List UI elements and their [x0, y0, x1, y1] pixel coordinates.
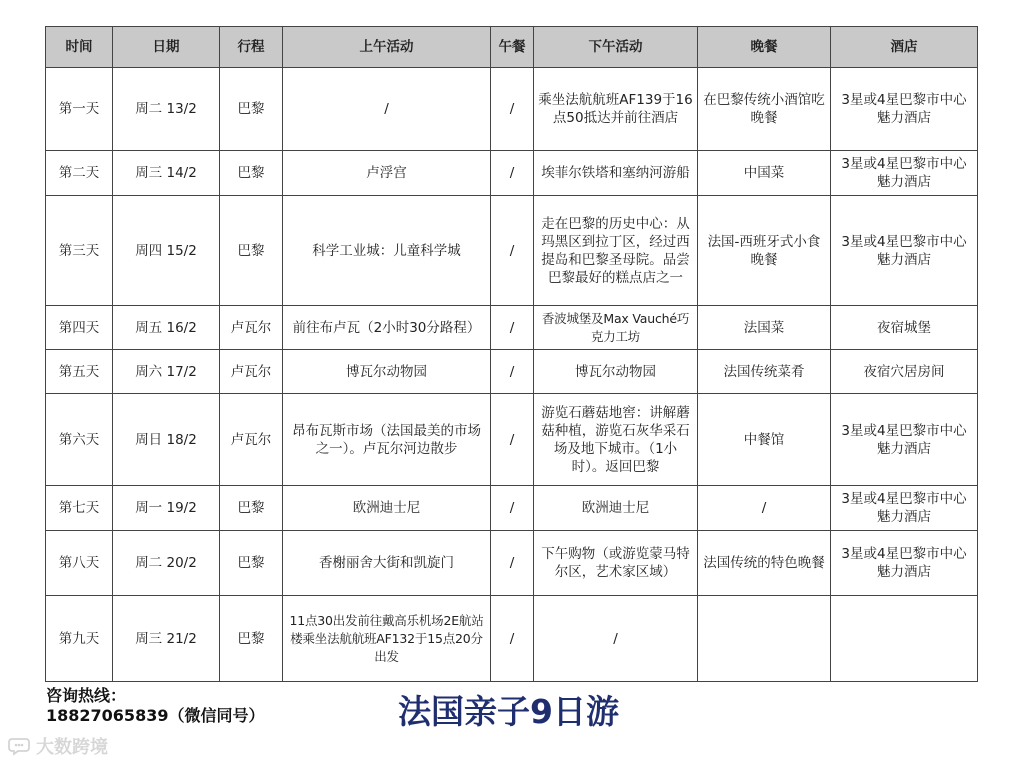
contact-info — [46, 686, 264, 726]
itinerary-table — [45, 26, 978, 682]
cell-date: 周四 15/2 — [113, 196, 220, 306]
cell-hotel: 3星或4星巴黎市中心魅力酒店 — [831, 486, 978, 531]
cell-day: 第七天 — [46, 486, 113, 531]
table-row — [46, 306, 978, 350]
header-time: 时间 — [46, 27, 113, 68]
cell-dinner: 法国-西班牙式小食晚餐 — [698, 196, 831, 306]
cell-day: 第九天 — [46, 596, 113, 682]
cell-lunch: / — [491, 196, 534, 306]
cell-date: 周二 20/2 — [113, 531, 220, 596]
table-row — [46, 596, 978, 682]
cell-hotel: 夜宿城堡 — [831, 306, 978, 350]
cell-lunch: / — [491, 151, 534, 196]
contact-number: 18827065839（微信同号） — [46, 706, 265, 725]
watermark-text: 大数跨境 — [36, 737, 108, 758]
cell-hotel — [831, 596, 978, 682]
cell-lunch: / — [491, 350, 534, 394]
cell-date: 周一 19/2 — [113, 486, 220, 531]
cell-route: 卢瓦尔 — [220, 350, 283, 394]
cell-hotel: 3星或4星巴黎市中心魅力酒店 — [831, 531, 978, 596]
cell-morning: 香榭丽舍大街和凯旋门 — [283, 531, 491, 596]
cell-morning: 昂布瓦斯市场（法国最美的市场之一）。卢瓦尔河边散步 — [283, 394, 491, 486]
cell-afternoon: 香波城堡及Max Vauché巧克力工坊 — [534, 306, 698, 350]
cell-hotel: 3星或4星巴黎市中心魅力酒店 — [831, 151, 978, 196]
cell-lunch: / — [491, 531, 534, 596]
cell-afternoon: 欧洲迪士尼 — [534, 486, 698, 531]
chat-bubble-logo-icon — [8, 736, 32, 756]
cell-day: 第三天 — [46, 196, 113, 306]
header-lunch: 午餐 — [491, 27, 534, 68]
cell-lunch: / — [491, 596, 534, 682]
header-dinner: 晚餐 — [698, 27, 831, 68]
cell-date: 周日 18/2 — [113, 394, 220, 486]
cell-morning: 博瓦尔动物园 — [283, 350, 491, 394]
cell-afternoon: 走在巴黎的历史中心：从玛黑区到拉丁区，经过西提岛和巴黎圣母院。品尝巴黎最好的糕点店之一 — [534, 196, 698, 306]
cell-day: 第二天 — [46, 151, 113, 196]
table-header-row — [46, 27, 978, 68]
cell-dinner: 中餐馆 — [698, 394, 831, 486]
cell-dinner: 法国传统的特色晚餐 — [698, 531, 831, 596]
table-row — [46, 531, 978, 596]
table-row — [46, 196, 978, 306]
cell-route: 巴黎 — [220, 531, 283, 596]
cell-hotel: 夜宿穴居房间 — [831, 350, 978, 394]
cell-morning: 卢浮宫 — [283, 151, 491, 196]
cell-day: 第六天 — [46, 394, 113, 486]
cell-date: 周三 14/2 — [113, 151, 220, 196]
cell-route: 巴黎 — [220, 151, 283, 196]
cell-morning: / — [283, 68, 491, 151]
cell-date: 周六 17/2 — [113, 350, 220, 394]
cell-lunch: / — [491, 394, 534, 486]
cell-morning: 欧洲迪士尼 — [283, 486, 491, 531]
cell-date: 周五 16/2 — [113, 306, 220, 350]
header-date: 日期 — [113, 27, 220, 68]
cell-morning: 科学工业城：儿童科学城 — [283, 196, 491, 306]
cell-day: 第八天 — [46, 531, 113, 596]
cell-lunch: / — [491, 486, 534, 531]
cell-route: 巴黎 — [220, 68, 283, 151]
cell-afternoon: 乘坐法航航班AF139于16点50抵达并前往酒店 — [534, 68, 698, 151]
table-row — [46, 151, 978, 196]
header-afternoon: 下午活动 — [534, 27, 698, 68]
cell-route: 卢瓦尔 — [220, 306, 283, 350]
table-row — [46, 394, 978, 486]
cell-dinner: / — [698, 486, 831, 531]
cell-route: 卢瓦尔 — [220, 394, 283, 486]
table-row — [46, 350, 978, 394]
cell-dinner: 法国传统菜肴 — [698, 350, 831, 394]
cell-day: 第一天 — [46, 68, 113, 151]
cell-route: 巴黎 — [220, 196, 283, 306]
cell-day: 第五天 — [46, 350, 113, 394]
cell-date: 周二 13/2 — [113, 68, 220, 151]
cell-date: 周三 21/2 — [113, 596, 220, 682]
cell-day: 第四天 — [46, 306, 113, 350]
cell-dinner: 在巴黎传统小酒馆吃晚餐 — [698, 68, 831, 151]
header-morning: 上午活动 — [283, 27, 491, 68]
watermark — [8, 733, 108, 759]
table-row — [46, 486, 978, 531]
header-hotel: 酒店 — [831, 27, 978, 68]
cell-lunch: / — [491, 68, 534, 151]
contact-label: 咨询热线： — [46, 686, 127, 705]
header-route: 行程 — [220, 27, 283, 68]
tour-title: 法国亲子9日游 — [398, 692, 619, 731]
cell-afternoon: 埃菲尔铁塔和塞纳河游船 — [534, 151, 698, 196]
cell-hotel: 3星或4星巴黎市中心魅力酒店 — [831, 196, 978, 306]
cell-hotel: 3星或4星巴黎市中心魅力酒店 — [831, 68, 978, 151]
cell-morning: 11点30出发前往戴高乐机场2E航站楼乘坐法航航班AF132于15点20分出发 — [283, 596, 491, 682]
cell-hotel: 3星或4星巴黎市中心魅力酒店 — [831, 394, 978, 486]
cell-morning: 前往布卢瓦（2小时30分路程） — [283, 306, 491, 350]
cell-dinner — [698, 596, 831, 682]
cell-dinner: 中国菜 — [698, 151, 831, 196]
cell-lunch: / — [491, 306, 534, 350]
cell-afternoon: / — [534, 596, 698, 682]
table-row — [46, 68, 978, 151]
cell-afternoon: 游览石蘑菇地窖：讲解蘑菇种植，游览石灰华采石场及地下城市。（1小时）。返回巴黎 — [534, 394, 698, 486]
cell-route: 巴黎 — [220, 486, 283, 531]
cell-afternoon: 下午购物（或游览蒙马特尔区，艺术家区域） — [534, 531, 698, 596]
cell-dinner: 法国菜 — [698, 306, 831, 350]
cell-route: 巴黎 — [220, 596, 283, 682]
cell-afternoon: 博瓦尔动物园 — [534, 350, 698, 394]
